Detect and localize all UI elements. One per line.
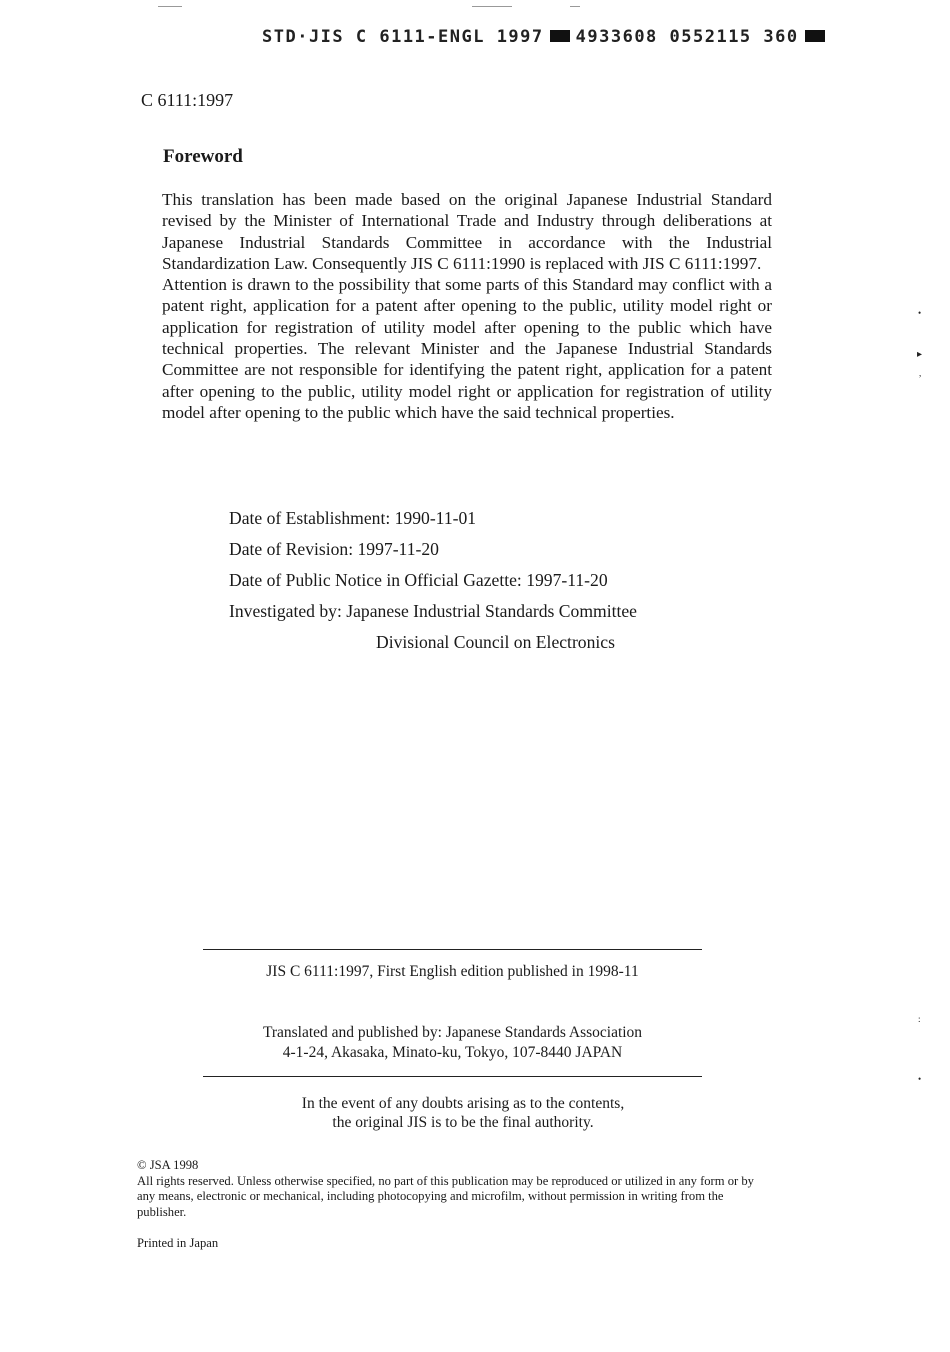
divisional-council: Divisional Council on Electronics (376, 632, 615, 652)
paragraph: Attention is drawn to the possibility that some parts of this Standard may conflict with a patent right, application for a patent after opening to the public, utility model right or application for registration of utility model after opening to the public which have technical properties. The relevant Minister and the Japanese Industrial Standards Committee are not responsible for identifying the patent right, application for a patent after opening to the public, utility model right or application for registration of utility model after opening to the public which have the said technical properties. (162, 275, 772, 422)
page-title: Foreword (163, 146, 243, 167)
header-stamp-part2: 4933608 0552115 360 (575, 27, 799, 47)
stamp-block (805, 30, 825, 42)
copyright-block (137, 1158, 769, 1220)
date-establishment: Date of Establishment: 1990-11-01 (229, 508, 477, 528)
date-revision: Date of Revision: 1997-11-20 (229, 539, 439, 559)
edition-note: JIS C 6111:1997, First English edition published in 1998-11 (266, 963, 639, 980)
scan-artifact-line (570, 6, 580, 7)
publisher-line: Translated and published by: Japanese Standards Association (262, 1024, 643, 1041)
rights-statement: All rights reserved. Unless otherwise specified, no part of this publication may be reproduced or utilized in any form or by any means, electronic or mechanical, including photocopying and microfilm, without permission in writing from the publisher. (137, 1173, 754, 1219)
date-public-notice: Date of Public Notice in Official Gazette: 1997-11-20 (229, 570, 608, 590)
publisher-address: 4-1-24, Akasaka, Minato-ku, Tokyo, 107-8440 JAPAN (282, 1044, 623, 1061)
authority-note-line1: In the event of any doubts arising as to the contents, (301, 1095, 625, 1112)
header-stamp (262, 27, 831, 47)
investigated-by: Investigated by: Japanese Industrial Standards Committee (229, 601, 637, 621)
scan-artifact-line (158, 6, 182, 7)
scan-speck: • (918, 1074, 922, 1084)
copyright-symbol: © JSA 1998 (137, 1158, 199, 1172)
scan-speck: , (919, 368, 922, 378)
stamp-block (550, 30, 570, 42)
header-stamp-part1: STD·JIS C 6111-ENGL 1997 (262, 27, 544, 47)
foreword-body (162, 189, 772, 423)
divider (203, 1076, 702, 1077)
paragraph: This translation has been made based on the original Japanese Industrial Standard revised by the Minister of International Trade and Industry through deliberations at Japanese Industrial Standards Committee in accordance with the Industrial Standardization Law. Consequently JIS C 6111:1990 is replaced with JIS C 6111:1997. (162, 190, 772, 273)
printed-in: Printed in Japan (137, 1236, 219, 1250)
scan-artifact-line (472, 6, 512, 7)
document-id: C 6111:1997 (141, 90, 234, 110)
divider (203, 949, 702, 950)
authority-note-line2: the original JIS is to be the final authority. (332, 1114, 594, 1131)
scan-speck: : (918, 1014, 921, 1024)
scan-speck: ▸ (917, 349, 923, 360)
scan-speck: • (918, 308, 922, 318)
